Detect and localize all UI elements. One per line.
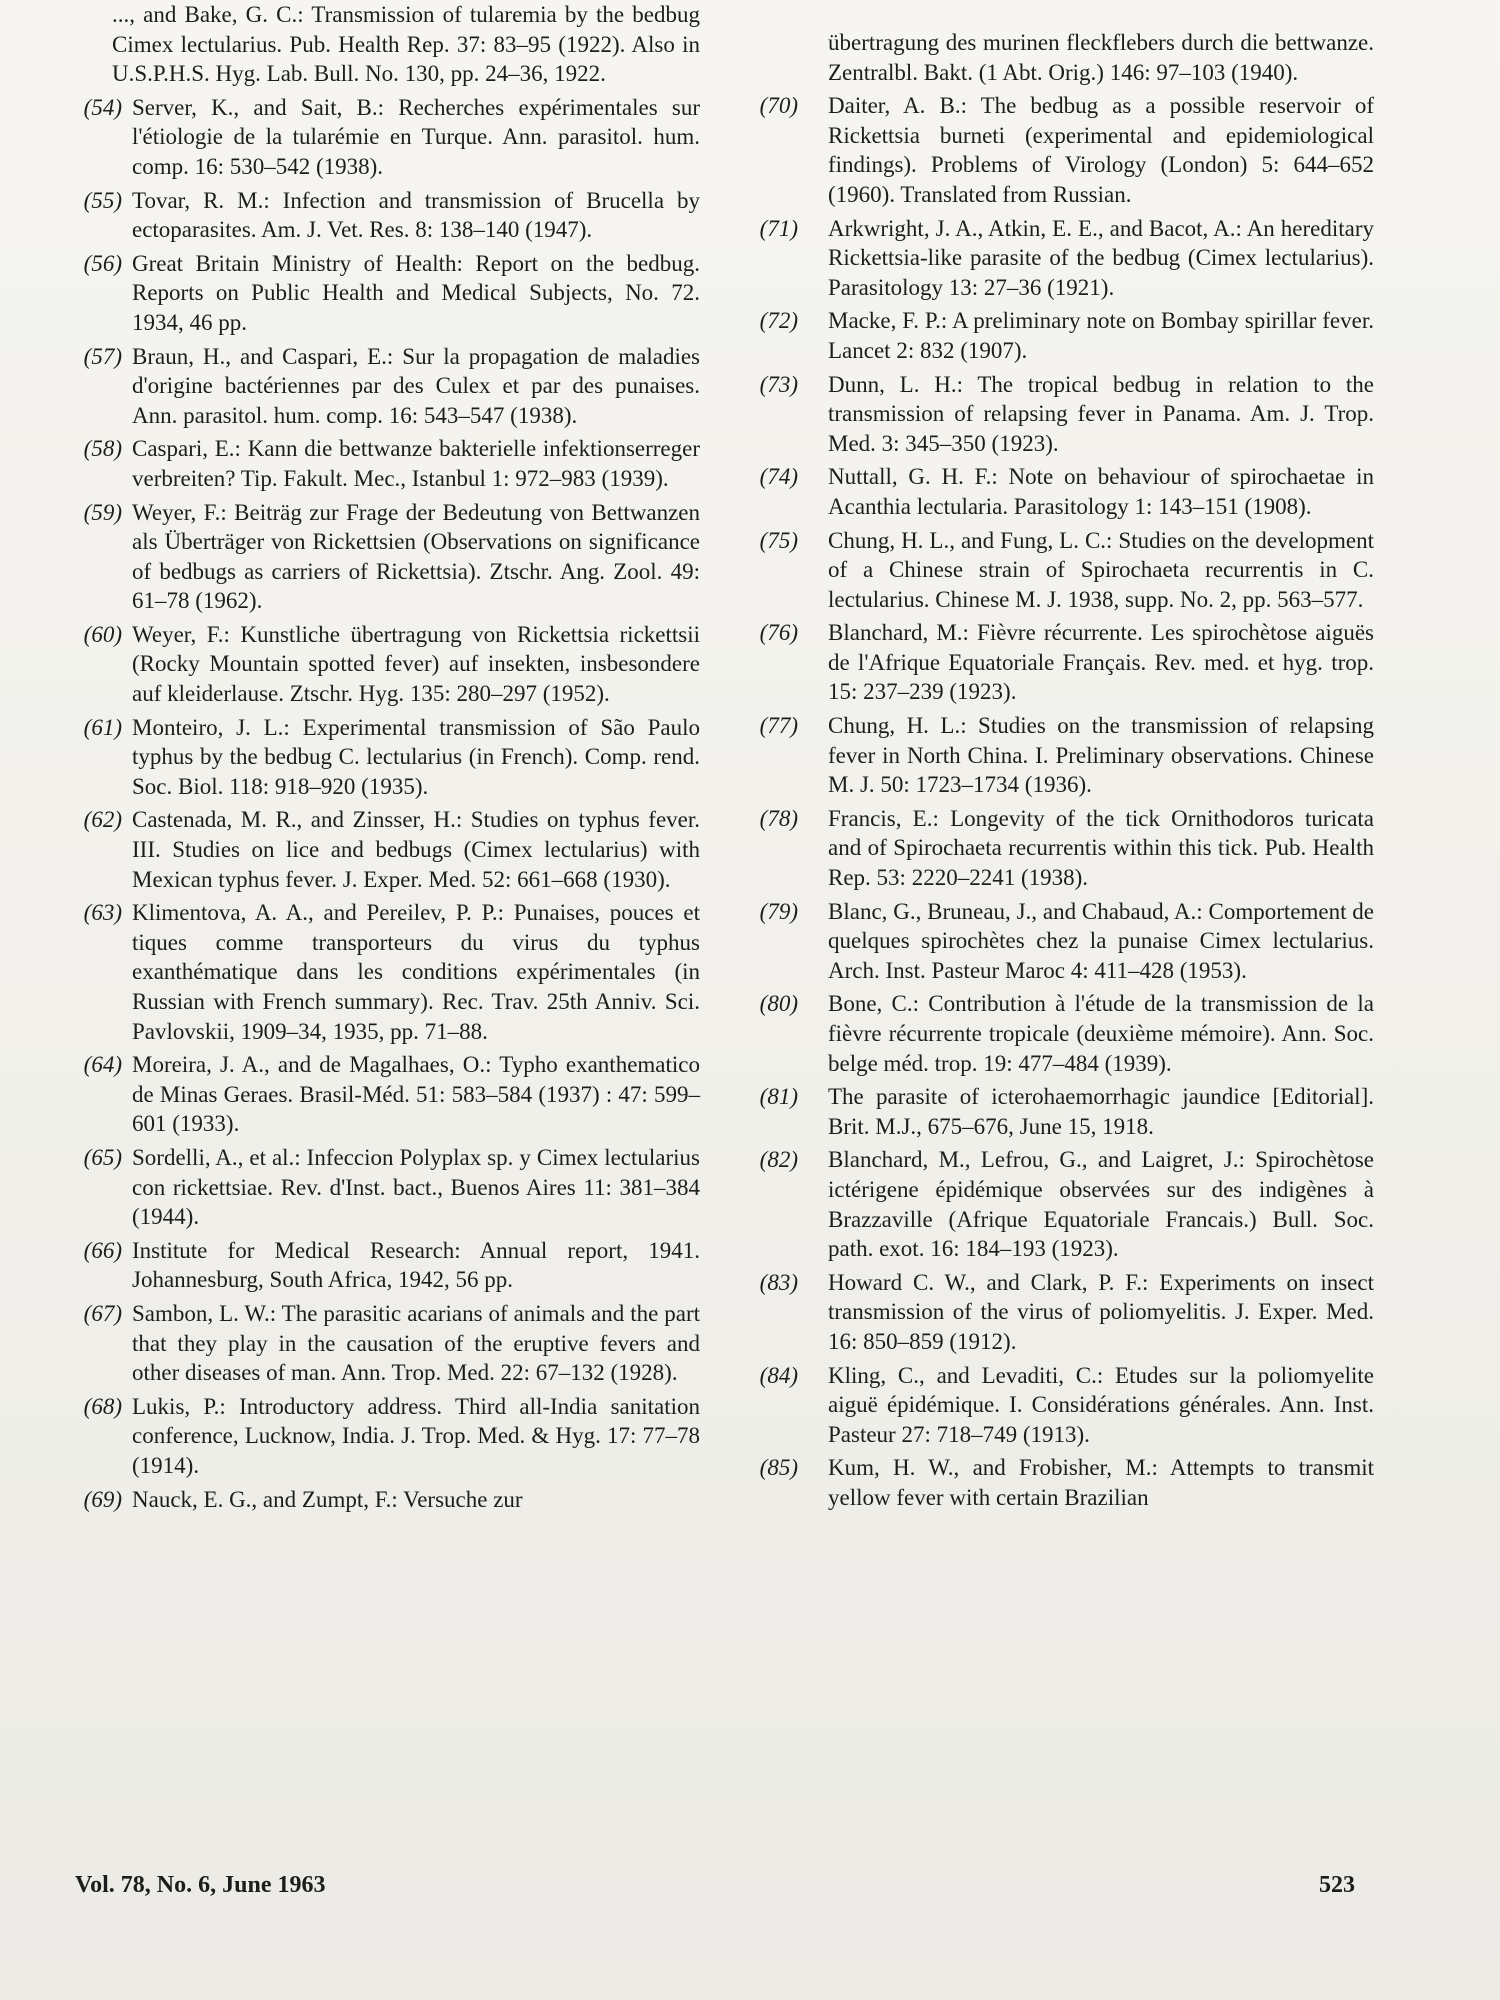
reference-number: (58) <box>83 436 122 462</box>
reference-text: Klimentova, A. A., and Pereilev, P. P.: Punaises, pouces et tiques comme transporteurs du virus du typhus exanthématique dans les conditions expérimentales (in Russian with French summary). Rec. Trav. 25th Anniv. Sci. Pavlovskii, 1909–34, 1935, pp. 71–88. <box>132 900 700 1044</box>
reference-entry <box>742 1145 1374 1263</box>
reference-entry <box>742 1268 1374 1357</box>
reference-text: Server, K., and Sait, B.: Recherches expérimentales sur l'étiologie de la tularémie en Turque. Ann. parasitol. hum. comp. 16: 530–542 (1938). <box>132 94 700 179</box>
reference-entry <box>22 620 700 709</box>
reference-text: Blanchard, M.: Fièvre récurrente. Les spirochètose aiguës de l'Afrique Equatoriale Français. Rev. med. et hyg. trop. 15: 237–239 (1923). <box>828 620 1374 705</box>
reference-number: (62) <box>83 807 122 833</box>
reference-number: (61) <box>83 714 122 740</box>
reference-entry <box>742 462 1374 521</box>
reference-text: Caspari, E.: Kann die bettwanze bakterielle infektionserreger verbreiten? Tip. Fakult. Mec., Istanbul 1: 972–983 (1939). <box>132 436 700 491</box>
reference-number: (54) <box>83 94 122 120</box>
reference-number: (59) <box>83 499 122 525</box>
reference-text: Weyer, F.: Beiträg zur Frage der Bedeutung von Bettwanzen als Überträger von Rickettsien (Observations on significance of bedbugs as carriers of Rickettsia). Ztschr. Ang. Zool. 49: 61–78 (1962). <box>132 499 700 614</box>
reference-text: Tovar, R. M.: Infection and transmission of Brucella by ectoparasites. Am. J. Vet. Res. 8: 138–140 (1947). <box>132 187 700 243</box>
reference-number: (69) <box>83 1486 122 1512</box>
reference-number: (77) <box>759 713 798 739</box>
reference-entry <box>742 370 1374 459</box>
reference-entry <box>22 342 700 431</box>
reference-number: (64) <box>83 1052 122 1078</box>
reference-entry <box>22 1392 700 1481</box>
reference-text: The parasite of icterohaemorrhagic jaundice [Editorial]. Brit. M.J., 675–676, June 15, 1918. <box>828 1084 1374 1139</box>
reference-entry <box>22 186 700 245</box>
reference-text: Howard C. W., and Clark, P. F.: Experiments on insect transmission of the virus of poliomyelitis. J. Exper. Med. 16: 850–859 (1912). <box>828 1269 1374 1354</box>
reference-text: Macke, F. P.: A preliminary note on Bombay spirillar fever. Lancet 2: 832 (1907). <box>828 308 1374 363</box>
reference-entry <box>22 1236 700 1295</box>
reference-entry <box>742 1453 1374 1512</box>
reference-number: (66) <box>83 1237 122 1263</box>
reference-entry <box>22 498 700 616</box>
reference-number: (65) <box>83 1144 122 1170</box>
reference-number: (71) <box>759 215 798 241</box>
reference-number: (67) <box>83 1300 122 1326</box>
reference-entry <box>22 1485 700 1515</box>
reference-entry <box>742 306 1374 365</box>
reference-text: übertragung des murinen fleckflebers durch die bettwanze. Zentralbl. Bakt. (1 Abt. Orig.) 146: 97–103 (1940). <box>828 30 1374 85</box>
reference-entry <box>742 618 1374 707</box>
reference-text: Blanc, G., Bruneau, J., and Chabaud, A.: Comportement de quelques spirochètes chez la punaise Cimex lectularius. Arch. Inst. Pasteur Maroc 4: 411–428 (1953). <box>828 898 1374 983</box>
reference-entry <box>742 214 1374 303</box>
reference-text: Blanchard, M., Lefrou, G., and Laigret, J.: Spirochètose ictérigene épidémique observées sur des indigènes à Brazzaville (Afrique Equatoriale Francais.) Bull. Soc. path. exot. 16: 184–193 (1923). <box>828 1147 1374 1262</box>
reference-number: (75) <box>759 527 798 553</box>
reference-text: Braun, H., and Caspari, E.: Sur la propagation de maladies d'origine bactériennes par des Culex et par des punaises. Ann. parasitol. hum. comp. 16: 543–547 (1938). <box>132 343 700 428</box>
reference-entry <box>742 526 1374 615</box>
reference-number: (83) <box>759 1269 798 1295</box>
reference-text: Arkwright, J. A., Atkin, E. E., and Bacot, A.: An hereditary Rickettsia-like parasite of the bedbug (Cimex lectularius). Parasitology 13: 27–36 (1921). <box>828 215 1374 300</box>
reference-text: Institute for Medical Research: Annual report, 1941. Johannesburg, South Africa, 1942, 56 pp. <box>132 1237 700 1293</box>
reference-text: Castenada, M. R., and Zinsser, H.: Studies on typhus fever. III. Studies on lice and bedbugs (Cimex lectularius) with Mexican typhus fever. J. Exper. Med. 52: 661–668 (1930). <box>132 807 700 892</box>
reference-number: (85) <box>759 1455 798 1481</box>
reference-text: Kling, C., and Levaditi, C.: Etudes sur la poliomyelite aiguë épidémique. I. Considérations générales. Ann. Inst. Pasteur 27: 718–749 (1913). <box>828 1362 1374 1447</box>
reference-entry <box>22 898 700 1046</box>
reference-entry <box>22 249 700 338</box>
reference-number: (60) <box>83 621 122 647</box>
reference-text: Sambon, L. W.: The parasitic acarians of animals and the part that they play in the causation of the eruptive fevers and other diseases of man. Ann. Trop. Med. 22: 67–132 (1928). <box>132 1300 700 1386</box>
footer-page-number: 523 <box>1319 1872 1355 1898</box>
reference-text: ..., and Bake, G. C.: Transmission of tularemia by the bedbug Cimex lectularius. Pub. Health Rep. 37: 83–95 (1922). Also in U.S.P.H.S. Hyg. Lab. Bull. No. 130, pp. 24–36, 1922. <box>112 2 700 87</box>
reference-number: (74) <box>759 464 798 490</box>
reference-entry <box>22 434 700 493</box>
reference-number: (79) <box>759 898 798 924</box>
reference-entry <box>742 804 1374 893</box>
reference-text: Kum, H. W., and Frobisher, M.: Attempts to transmit yellow fever with certain Brazilian <box>828 1455 1374 1510</box>
reference-text: Sordelli, A., et al.: Infeccion Polyplax sp. y Cimex lectularius con rickettsiae. Rev. d'Inst. bact., Buenos Aires 11: 381–384 (1944). <box>132 1144 700 1230</box>
reference-entry <box>742 989 1374 1078</box>
footer-volume-info: Vol. 78, No. 6, June 1963 <box>75 1872 326 1898</box>
reference-text: Nauck, E. G., and Zumpt, F.: Versuche zur <box>132 1486 523 1512</box>
reference-text: Chung, H. L., and Fung, L. C.: Studies on the development of a Chinese strain of Spirochaeta recurrentis in C. lectularius. Chinese M. J. 1938, supp. No. 2, pp. 563–577. <box>828 527 1374 612</box>
reference-text: Lukis, P.: Introductory address. Third all-India sanitation conference, Lucknow, India. J. Trop. Med. & Hyg. 17: 77–78 (1914). <box>132 1393 700 1478</box>
reference-text: Great Britain Ministry of Health: Report on the bedbug. Reports on Public Health and Medical Subjects, No. 72. 1934, 46 pp. <box>132 250 700 335</box>
reference-number: (80) <box>759 991 798 1017</box>
reference-number: (57) <box>83 343 122 369</box>
reference-number: (73) <box>759 371 798 397</box>
reference-entry <box>742 897 1374 986</box>
reference-text: Chung, H. L.: Studies on the transmission of relapsing fever in North China. I. Preliminary observations. Chinese M. J. 50: 1723–1734 (1936). <box>828 713 1374 798</box>
reference-number: (56) <box>83 250 122 276</box>
reference-number: (81) <box>759 1084 798 1110</box>
reference-number: (72) <box>759 308 798 334</box>
reference-entry <box>742 1361 1374 1450</box>
reference-text: Weyer, F.: Kunstliche übertragung von Rickettsia rickettsii (Rocky Mountain spotted fever) auf insekten, insbesondere auf kleiderlause. Ztschr. Hyg. 135: 280–297 (1952). <box>132 621 700 707</box>
left-reference-column <box>22 0 700 1518</box>
right-reference-column <box>742 28 1374 1517</box>
reference-number: (63) <box>83 900 122 926</box>
reference-entry <box>742 91 1374 209</box>
reference-text: Francis, E.: Longevity of the tick Ornithodoros turicata and of Spirochaeta recurrentis within this tick. Pub. Health Rep. 53: 2220–2241 (1938). <box>828 805 1374 891</box>
reference-entry <box>22 0 700 89</box>
reference-entry <box>22 805 700 894</box>
reference-entry <box>22 1299 700 1388</box>
reference-entry <box>22 713 700 802</box>
reference-entry <box>22 93 700 182</box>
reference-entry <box>742 28 1374 87</box>
reference-entry <box>22 1143 700 1232</box>
reference-entry <box>22 1050 700 1139</box>
reference-number: (76) <box>759 620 798 646</box>
reference-number: (78) <box>759 805 798 831</box>
reference-text: Daiter, A. B.: The bedbug as a possible reservoir of Rickettsia burneti (experimental and epidemiological findings). Problems of Virology (London) 5: 644–652 (1960). Translated from Russian. <box>828 93 1374 207</box>
reference-entry <box>742 1082 1374 1141</box>
reference-text: Bone, C.: Contribution à l'étude de la transmission de la fièvre récurrente tropicale (deuxième mémoire). Ann. Soc. belge méd. trop. 19: 477–484 (1939). <box>828 991 1374 1076</box>
reference-number: (70) <box>759 93 798 119</box>
reference-text: Moreira, J. A., and de Magalhaes, O.: Typho exanthematico de Minas Geraes. Brasil-Méd. 51: 583–584 (1937) : 47: 599–601 (1933). <box>132 1052 700 1137</box>
reference-entry <box>742 711 1374 800</box>
reference-number: (84) <box>759 1362 798 1388</box>
reference-text: Monteiro, J. L.: Experimental transmission of São Paulo typhus by the bedbug C. lectularius (in French). Comp. rend. Soc. Biol. 118: 918–920 (1935). <box>132 714 700 799</box>
reference-number: (55) <box>83 187 122 213</box>
reference-number: (68) <box>83 1393 122 1419</box>
reference-number: (82) <box>759 1147 798 1173</box>
reference-text: Nuttall, G. H. F.: Note on behaviour of spirochaetae in Acanthia lectularia. Parasitology 1: 143–151 (1908). <box>828 464 1374 519</box>
reference-text: Dunn, L. H.: The tropical bedbug in relation to the transmission of relapsing fever in Panama. Am. J. Trop. Med. 3: 345–350 (1923). <box>828 371 1374 456</box>
